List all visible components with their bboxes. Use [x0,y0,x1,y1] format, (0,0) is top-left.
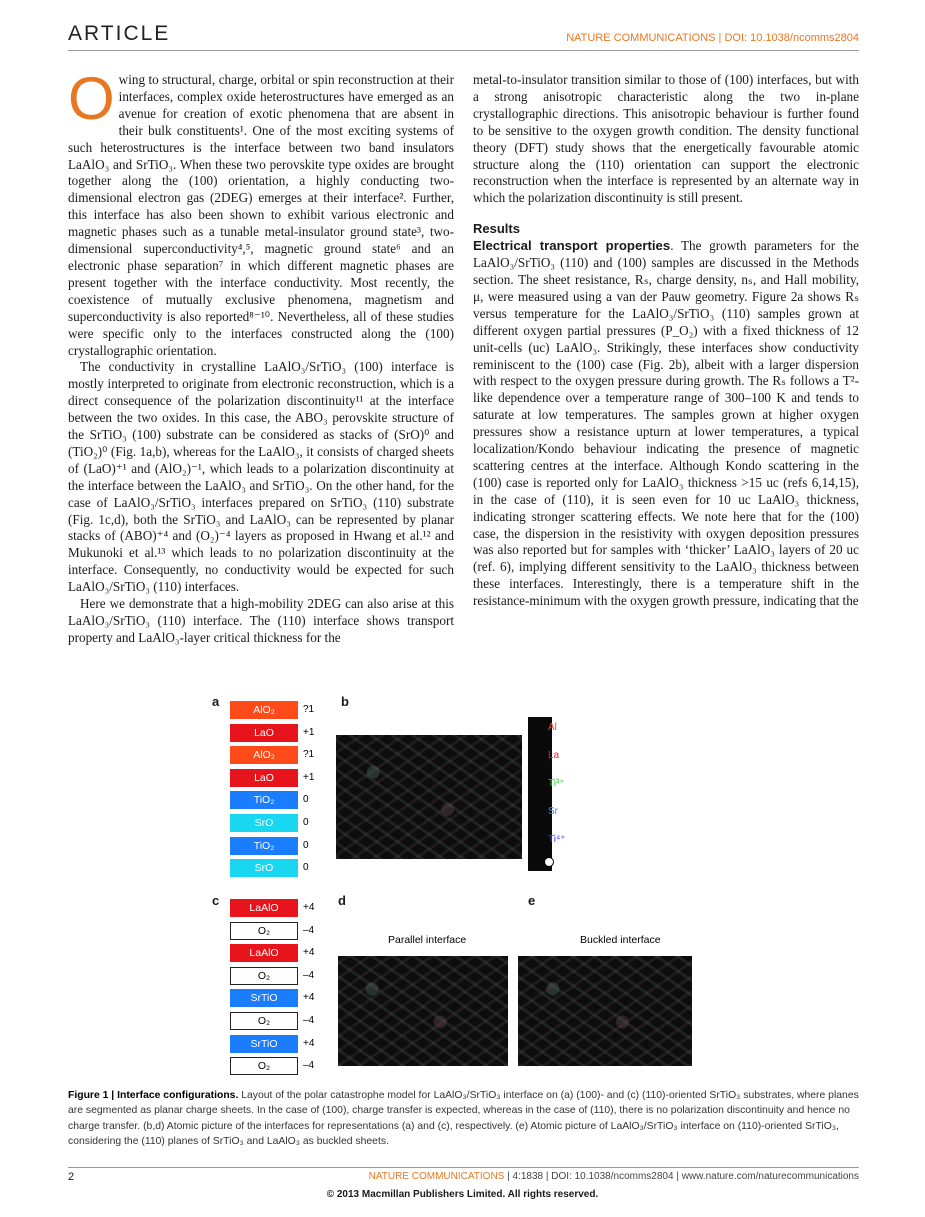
panel-label-d: d [338,893,346,908]
results-heading: Results [473,221,520,237]
footer-citation-text: | 4:1838 | DOI: 10.1038/ncomms2804 | www.nature.com/naturecommunications [504,1171,859,1182]
panel-c-charge: +4 [303,1037,315,1049]
oxygen-marker-icon [544,857,554,867]
paragraph-demonstrate: Here we demonstrate that a high-mobility 2DEG can also arise at this LaAlO₃/SrTiO₃ (110) interface. The (110) interface shows transport property and LaAlO₃-layer critical thickness for the [68,596,454,645]
panel-a-charge: +1 [303,771,315,783]
right-column [473,72,859,610]
panel-e-atomic-image [518,956,692,1066]
panel-c-charge: +4 [303,992,315,1004]
journal-doi[interactable]: NATURE COMMUNICATIONS | DOI: 10.1038/ncomms2804 [566,32,859,44]
panel-b-atomic-image [336,735,522,859]
figure-caption [68,1088,860,1150]
legend-item: Sr [548,806,558,817]
panel-c-charge: –4 [303,1015,315,1026]
panel-a-charge: ?1 [303,749,315,761]
panel-a-layer: AlO₂ [230,701,298,719]
panel-e-title: Buckled interface [580,934,661,946]
footer-journal[interactable]: NATURE COMMUNICATIONS [368,1171,505,1182]
panel-a-layer: SrO [230,814,298,832]
paragraph-transport [473,238,859,610]
panel-c-layer: SrTiO [230,989,298,1007]
panel-a-charge: 0 [303,794,309,806]
panel-c-charge: –4 [303,1060,315,1072]
footer-citation [369,1171,859,1182]
paragraph-intro: wing to structural, charge, orbital or spin reconstruction at their interfaces, complex oxide heterostructures have emerged as an avenue for creation of exotic phenomena that are absent in their bulk constituents¹. One of the most exciting systems of such heterostructures is the interface between two band insulators LaAlO₃ and SrTiO₃. When these two perovskite type oxides are brought together along the (100) orientation, a highly conducting two-dimensional electron gas (2DEG) emerges at their interface². Further, this interface has also been shown to exhibit various electronic and magnetic phases such as a tunable metal-insulator ground state³, two-dimensional superconductivity⁴,⁵, magnetic ground state⁶ and an electronic phase separation⁷ in which different magnetic phases are present together with the interface conductivity. Most recently, the coexistence of mutually exclusive phenomena, magnetism and superconductivity is also reported⁸⁻¹⁰. Nevertheless, all of these studies were specific only to the interfaces constructed along the (100) crystallographic orientation. [68,72,454,358]
panel-c-charge: –4 [303,924,315,936]
panel-d-title: Parallel interface [388,934,467,946]
runin-heading: Electrical transport properties [473,238,671,254]
panel-a-layer: LaO [230,769,298,787]
panel-label-e: e [528,893,536,908]
legend-item: Ti⁴⁺ [548,834,566,845]
section-label: ARTICLE [68,22,171,45]
drop-cap: O [68,65,115,132]
paragraph-continuation: metal-to-insulator transition similar to those of (100) interfaces, but with a strong anisotropic characteristic along the two in-plane crystallographic directions. This anisotropic behaviour is further found to be sensitive to the oxygen growth condition. The density functional theory (DFT) study shows that the energetically favourable atomic structure along the (110) orientation can support the electronic reconstruction when the interface is represented by an alternate way in which the polarization discontinuity is still present. [473,72,859,206]
panel-c-charge: –4 [303,969,315,981]
legend-item: Ti³⁺ [548,778,565,789]
panel-c-layer: O₂ [230,967,298,985]
panel-a-layer: LaO [230,724,298,742]
panel-a-charge: +1 [303,726,315,738]
panel-c-layer: O₂ [230,1057,298,1075]
panel-a-layer: AlO₂ [230,746,298,764]
panel-d-atomic-image [338,956,508,1066]
paragraph-transport-text: . The growth parameters for the LaAlO₃/SrTiO₃ (110) and (100) samples are discussed in the Methods section. The sheet resistance, Rₛ, charge density, nₛ, and Hall mobility, μ, were measured using a van der Pauw geometry. Figure 2a shows Rₛ versus temperature for the LaAlO₃/SrTiO₃ (110) samples grown at different oxygen partial pressures (P_O₂) with a fixed thickness of 12 unit-cells (uc) LaAlO₃. Strikingly, these interfaces show conductivity reminiscent to the (100) case (Fig. 2b), albeit with a larger dispersion with respect to the oxygen pressure during growth. The Rₛ follows a T²-like dependence over a temperature range of 300–100 K and tends to saturate at low temperatures. The samples grown at higher oxygen pressures show a resistance upturn at lower temperatures, a typical localization/Kondo behaviour indicating the presence of magnetic scattering centres at the interface. Although Kondo scattering in the (100) case is reported only for LaAlO₃ thickness >15 uc (refs 6,14,15), in the case of (110), it is seen even for 10 uc LaAlO₃ thickness, indicating stronger scattering effects. We note here that for the (100) case, the dispersion in the resistivity with oxygen deposition pressures was also reported but for samples with ‘thicker’ LaAlO₃ layers of 20 uc (ref. 6), implying different sensitivity to the LaAlO₃ thickness between these interfaces. Interestingly, there is a temperature shift in the resistance-minimum with the oxygen growth pressure, indicating that the [473,238,859,609]
caption-title: Figure 1 | Interface configurations. [68,1090,239,1101]
panel-c-layer: SrTiO [230,1035,298,1053]
panel-label-c: c [212,893,220,908]
panel-label-b: b [341,694,349,709]
header-divider [68,50,859,51]
caption-text: Layout of the polar catastrophe model for LaAlO₃/SrTiO₃ interface on (a) (100)- and (c) (110)-oriented SrTiO₃ substrates, where planes are segmented as planar charge sheets. In the case of (100), charge transfer is expected, whereas in the case of (110), there is no polarization discontinuity and hence no charge transfer. (b,d) Atomic picture of the interfaces for representations (a) and (c), respectively. (e) Atomic picture of LaAlO₃/SrTiO₃ interface on (110)-oriented SrTiO₃, considering the (110) planes of SrTiO₃ and LaAlO₃ as buckled sheets. [68,1090,859,1148]
legend-item: Al [548,722,557,733]
panel-a-charge: 0 [303,862,309,874]
panel-a-charge: ?1 [303,704,315,715]
panel-c-layer: O₂ [230,1012,298,1030]
page-number: 2 [68,1171,75,1183]
panel-c-charge: +4 [303,902,315,913]
panel-a-layer: SrO [230,859,298,877]
panel-c-layer: LaAlO [230,899,298,917]
paragraph-conductivity: The conductivity in crystalline LaAlO₃/SrTiO₃ (100) interface is mostly interpreted to originate from electronic reconstruction, which is a direct consequence of the polarization discontinuity¹¹ at the interface between the two oxides. In this case, the ABO₃ perovskite structure of the SrTiO₃ (100) substrate can be considered as stacks of (SrO)⁰ and (TiO₂)⁰ (Fig. 1a,b), whereas for the LaAlO₃, it consists of charged sheets of (LaO)⁺¹ and (AlO₂)⁻¹, which leads to a polarization discontinuity at the interface between the LaAlO₃ and SrTiO₃. On the other hand, for the case of LaAlO₃/SrTiO₃ interfaces prepared on SrTiO₃ (110) substrate (Fig. 1c,d), both the SrTiO₃ and LaAlO₃ can be represented by planar stacks of (ABO)⁺⁴ and (O₂)⁻⁴ layers as proposed in Hwang et al.¹² and Mukunoki et al.¹³ which leads to no polarization discontinuity at the interface. Consequently, no conductivity would be expected for such LaAlO₃/SrTiO₃ (110) interfaces. [68,359,454,595]
legend-item: La [548,750,560,761]
footer-divider [68,1167,859,1168]
copyright: © 2013 Macmillan Publishers Limited. All rights reserved. [326,1189,599,1200]
panel-a-layer: TiO₂ [230,791,298,809]
left-column [68,65,454,647]
panel-c-layer: O₂ [230,922,298,940]
element-legend [528,717,552,871]
panel-a-charge: 0 [303,839,309,851]
panel-label-a: a [212,694,220,709]
panel-c-layer: LaAlO [230,944,298,962]
panel-a-layer: TiO₂ [230,837,298,855]
panel-a-charge: 0 [303,817,309,828]
panel-c-charge: +4 [303,947,315,959]
